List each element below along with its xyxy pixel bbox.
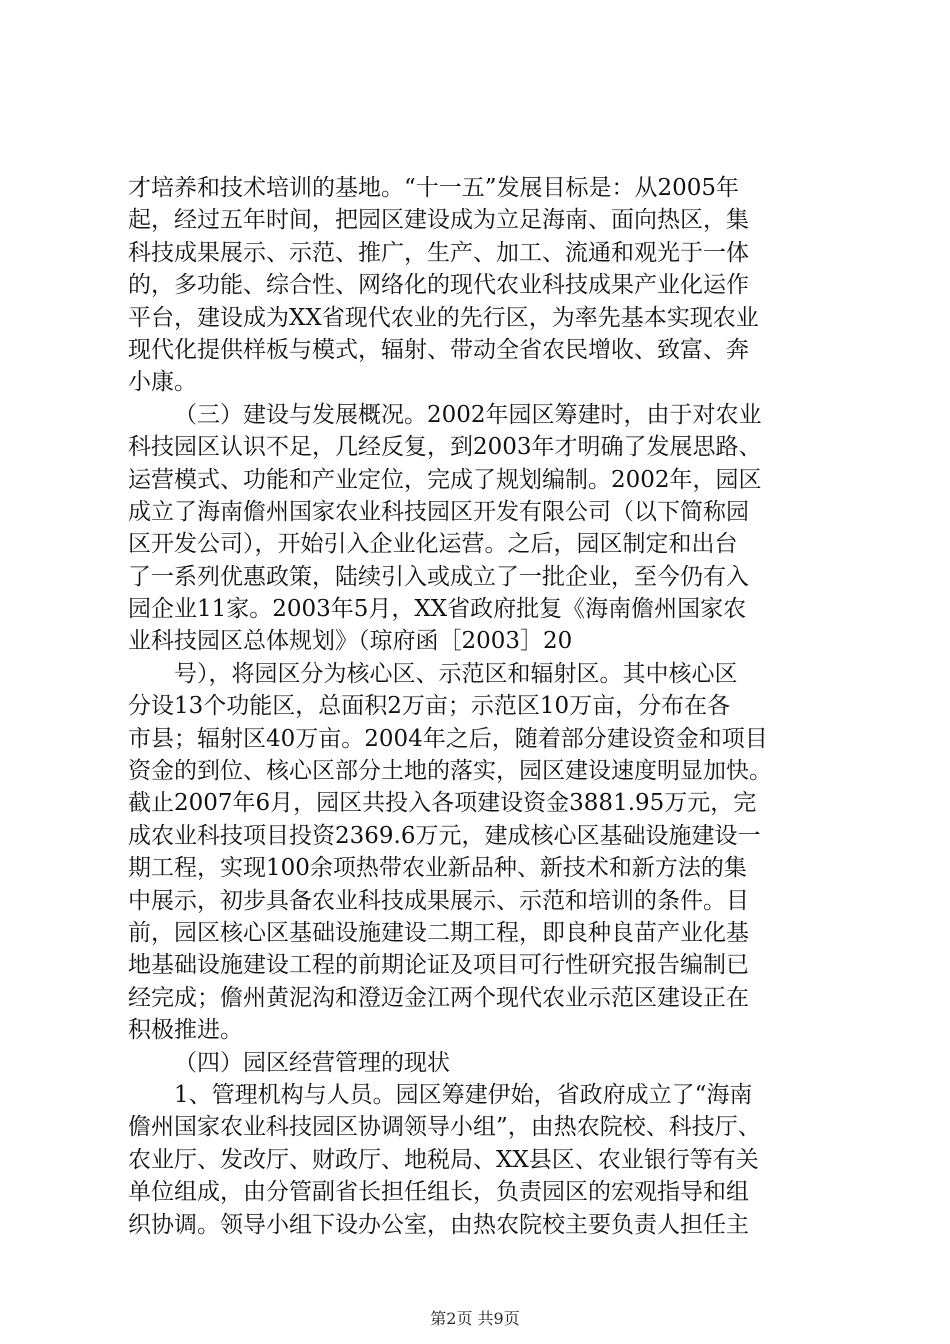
text-line: 截止2007年6月，园区共投入各项建设资金3881.95万元，完 bbox=[128, 790, 757, 817]
section-heading-line: （三）建设与发展概况。2002年园区筹建时，由于对农业 bbox=[174, 401, 762, 428]
text-line: 织协调。领导小组下设办公室，由热农院校主要负责人担任主 bbox=[128, 1211, 749, 1238]
text-line: 园企业11家。2003年5月，XX省政府批复《海南儋州国家农 bbox=[128, 596, 747, 623]
text-line: 经完成；儋州黄泥沟和澄迈金江两个现代农业示范区建设正在 bbox=[128, 984, 749, 1011]
text-line: 农业厅、发改厅、财政厅、地税局、XX县区、农业银行等有关 bbox=[128, 1146, 759, 1173]
section-heading-line: （四）园区经营管理的现状 bbox=[174, 1049, 450, 1076]
text-line: 区开发公司），开始引入企业化运营。之后，园区制定和出台 bbox=[128, 531, 738, 558]
text-line: 积极推进。 bbox=[128, 1017, 243, 1044]
text-line: 平台，建设成为XX省现代农业的先行区，为率先基本实现农业 bbox=[128, 304, 759, 331]
text-line: 地基础设施建设工程的前期论证及项目可行性研究报告编制已 bbox=[128, 952, 749, 979]
text-line: 现代化提供样板与模式，辐射、带动全省农民增收、致富、奔 bbox=[128, 336, 749, 363]
text-line: 小康。 bbox=[128, 369, 197, 396]
text-line: 单位组成，由分管副省长担任组长，负责园区的宏观指导和组 bbox=[128, 1179, 749, 1206]
text-line: 的，多功能、综合性、网络化的现代农业科技成果产业化运作 bbox=[128, 272, 749, 299]
text-line: 成农业科技项目投资2369.6万元，建成核心区基础设施建设一 bbox=[128, 822, 761, 849]
text-line: 分设13个功能区，总面积2万亩；示范区10万亩，分布在各 bbox=[128, 693, 731, 720]
text-line: 前，园区核心区基础设施建设二期工程，即良种良苗产业化基 bbox=[128, 919, 749, 946]
text-line: 1、管理机构与人员。园区筹建伊始，省政府成立了“海南 bbox=[174, 1081, 753, 1108]
text-line: 才培养和技术培训的基地。“十一五”发展目标是：从2005年 bbox=[128, 175, 740, 201]
text-line: 成立了海南儋州国家农业科技园区开发有限公司（以下简称园 bbox=[128, 498, 749, 525]
text-line: 儋州国家农业科技园区协调领导小组”，由热农院校、科技厅、 bbox=[128, 1114, 761, 1141]
page-footer: 第2页 共9页 bbox=[430, 1309, 520, 1328]
text-line: 市县；辐射区40万亩。2004年之后，随着部分建设资金和项目 bbox=[128, 725, 768, 752]
text-line: 运营模式、功能和产业定位，完成了规划编制。2002年，园区 bbox=[128, 466, 762, 493]
text-line: 业科技园区总体规划》（琼府函［2003］20 bbox=[128, 628, 573, 655]
text-line: 了一系列优惠政策，陆续引入或成立了一批企业，至今仍有入 bbox=[128, 563, 749, 590]
text-line: 资金的到位、核心区部分土地的落实，园区建设速度明显加快。 bbox=[128, 758, 772, 785]
text-line: 科技园区认识不足，几经反复，到2003年才明确了发展思路、 bbox=[128, 434, 762, 461]
text-line: 中展示，初步具备农业科技成果展示、示范和培训的条件。目 bbox=[128, 887, 749, 914]
text-line: 期工程，实现100余项热带农业新品种、新技术和新方法的集 bbox=[128, 855, 747, 882]
text-line: 号），将园区分为核心区、示范区和辐射区。其中核心区 bbox=[174, 660, 738, 687]
body-text bbox=[128, 172, 833, 1241]
text-line: 起，经过五年时间，把园区建设成为立足海南、面向热区，集 bbox=[128, 207, 749, 234]
text-line: 科技成果展示、示范、推广，生产、加工、流通和观光于一体 bbox=[128, 239, 749, 266]
